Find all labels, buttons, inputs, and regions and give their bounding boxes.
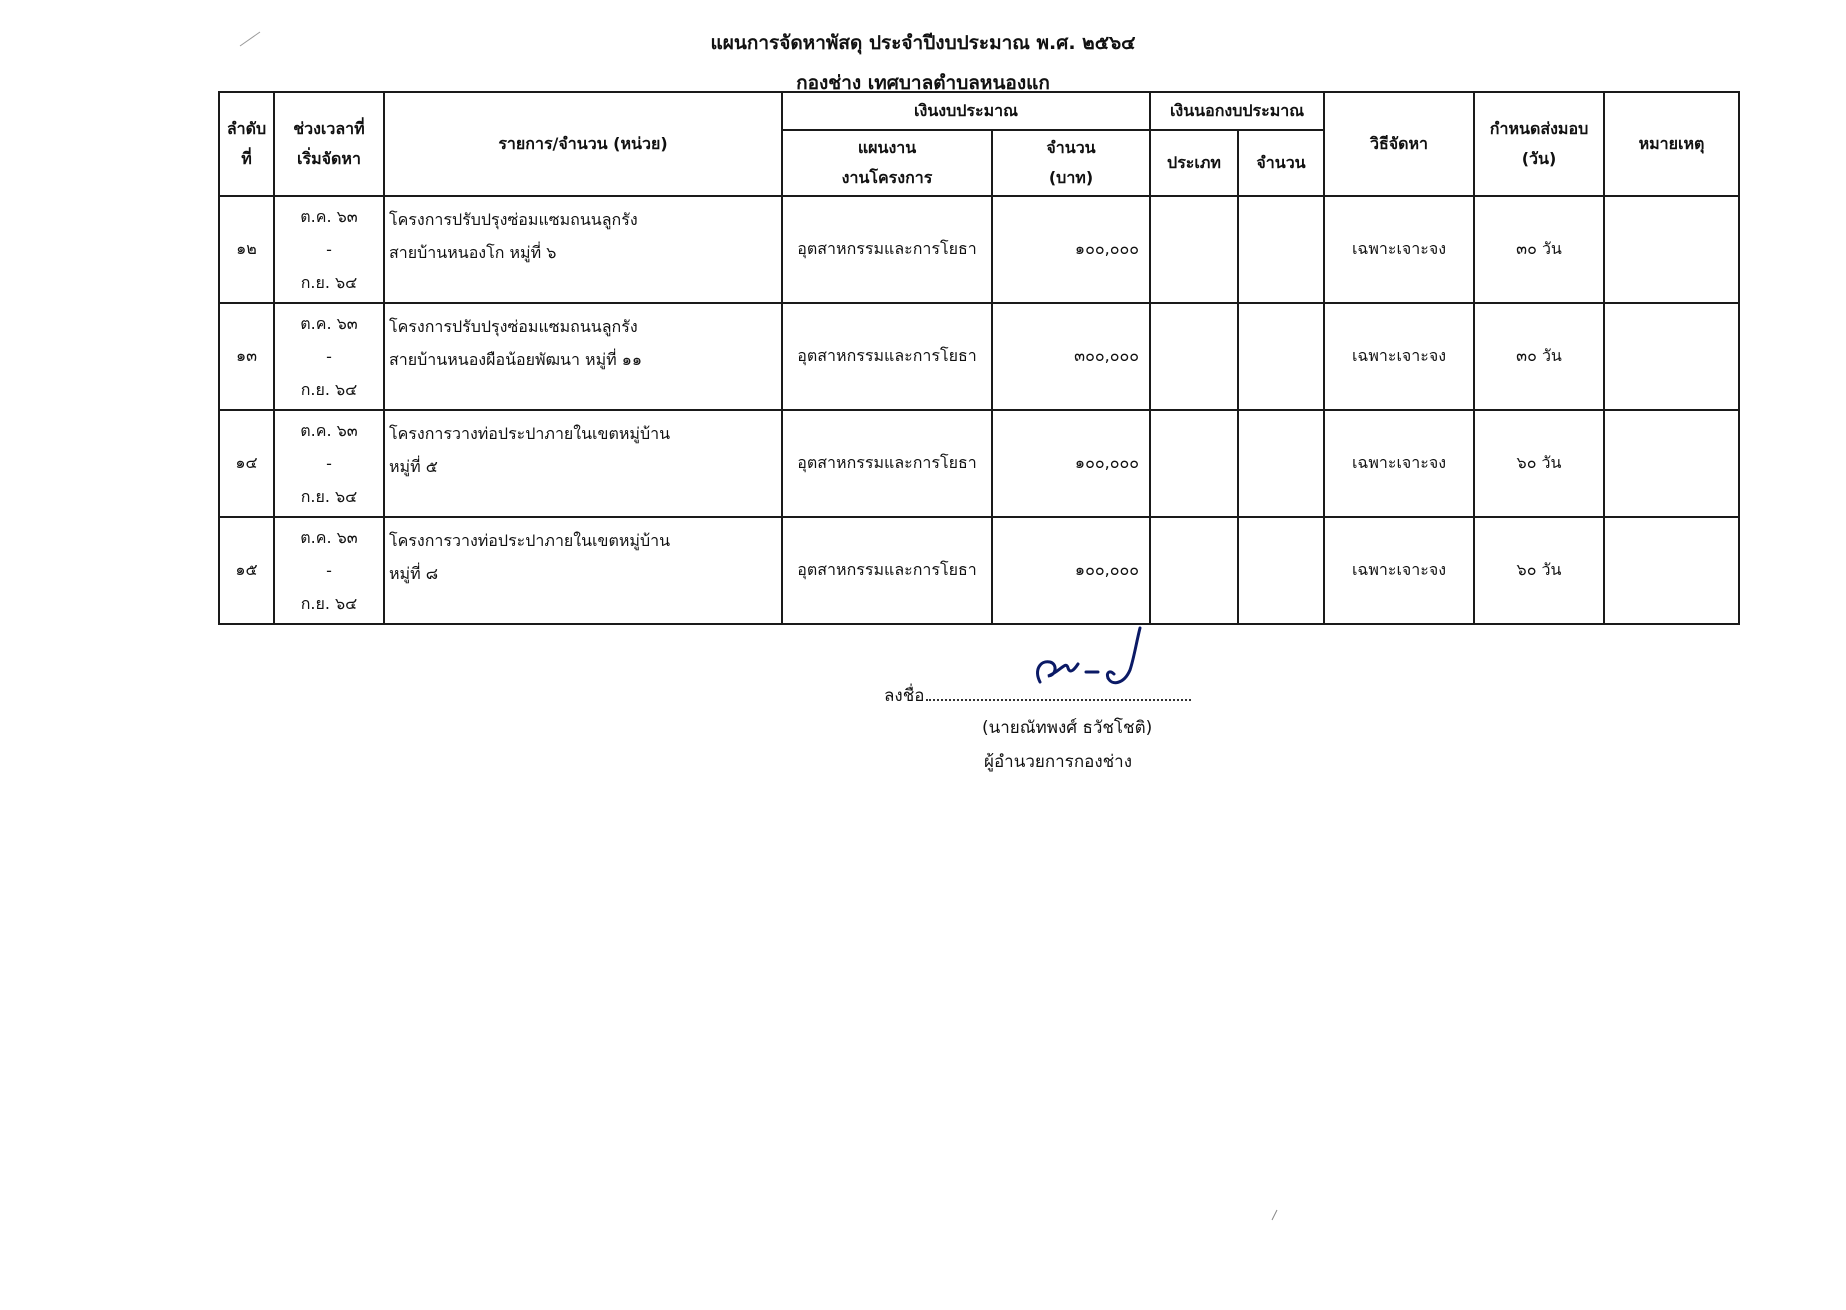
document-subtitle: กองช่าง เทศบาลตำบลหนองแก: [796, 72, 1050, 94]
row-period: ต.ค. ๖๓ - ก.ย. ๖๔: [274, 410, 384, 517]
header-period: ช่วงเวลาที่ เริ่มจัดหา: [274, 92, 384, 196]
row-item: โครงการวางท่อประปาภายในเขตหมู่บ้าน หมู่ที่ ๘: [384, 517, 782, 624]
row-no: ๑๕: [219, 517, 274, 624]
row-period: ต.ค. ๖๓ - ก.ย. ๖๔: [274, 196, 384, 303]
row-amount: ๑๐๐,๐๐๐: [992, 196, 1150, 303]
table-row: [219, 303, 1739, 410]
row-remark: [1604, 196, 1739, 303]
row-delivery: ๖๐ วัน: [1474, 517, 1604, 624]
document-title: แผนการจัดหาพัสดุ ประจำปีงบประมาณ พ.ศ. ๒๕๖๔: [710, 32, 1136, 54]
row-method: เฉพาะเจาะจง: [1324, 517, 1474, 624]
row-offbudget-amount: [1238, 410, 1324, 517]
row-period: ต.ค. ๖๓ - ก.ย. ๖๔: [274, 303, 384, 410]
signature-line: [884, 682, 1191, 709]
header-item: รายการ/จำนวน (หน่วย): [384, 92, 782, 196]
row-no: ๑๓: [219, 303, 274, 410]
row-offbudget-amount: [1238, 517, 1324, 624]
scan-mark-decoration: [238, 28, 262, 48]
row-delivery: ๓๐ วัน: [1474, 303, 1604, 410]
header-remark: หมายเหตุ: [1604, 92, 1739, 196]
row-method: เฉพาะเจาะจง: [1324, 303, 1474, 410]
row-plan: อุตสาหกรรมและการโยธา: [782, 303, 992, 410]
row-method: เฉพาะเจาะจง: [1324, 410, 1474, 517]
header-offbudget-group: เงินนอกงบประมาณ: [1150, 92, 1324, 130]
table-row: [219, 196, 1739, 303]
signer-position: ผู้อำนวยการกองช่าง: [984, 752, 1133, 772]
row-remark: [1604, 517, 1739, 624]
row-plan: อุตสาหกรรมและการโยธา: [782, 517, 992, 624]
row-offbudget-amount: [1238, 196, 1324, 303]
handwritten-signature: [1020, 620, 1160, 690]
header-delivery: กำหนดส่งมอบ (วัน): [1474, 92, 1604, 196]
row-delivery: ๖๐ วัน: [1474, 410, 1604, 517]
row-type: [1150, 517, 1238, 624]
signer-name: (นายณัทพงศ์ ธวัชโชติ): [982, 718, 1153, 738]
scan-mark-decoration: [1270, 1208, 1280, 1222]
row-amount: ๑๐๐,๐๐๐: [992, 517, 1150, 624]
row-remark: [1604, 410, 1739, 517]
procurement-plan-table: [218, 91, 1740, 625]
row-amount: ๓๐๐,๐๐๐: [992, 303, 1150, 410]
row-item: โครงการปรับปรุงซ่อมแซมถนนลูกรัง สายบ้านหนองโก หมู่ที่ ๖: [384, 196, 782, 303]
row-method: เฉพาะเจาะจง: [1324, 196, 1474, 303]
signature-dotted-line: [926, 685, 1191, 701]
row-offbudget-amount: [1238, 303, 1324, 410]
header-method: วิธีจัดหา: [1324, 92, 1474, 196]
header-offbudget-amount: จำนวน: [1238, 130, 1324, 196]
row-no: ๑๔: [219, 410, 274, 517]
row-remark: [1604, 303, 1739, 410]
header-plan: แผนงาน งานโครงการ: [782, 130, 992, 196]
row-no: ๑๒: [219, 196, 274, 303]
row-amount: ๑๐๐,๐๐๐: [992, 410, 1150, 517]
table-row: [219, 410, 1739, 517]
row-type: [1150, 410, 1238, 517]
header-amount: จำนวน (บาท): [992, 130, 1150, 196]
row-type: [1150, 196, 1238, 303]
signature-label: ลงชื่อ: [884, 686, 925, 706]
row-item: โครงการวางท่อประปาภายในเขตหมู่บ้าน หมู่ที่ ๕: [384, 410, 782, 517]
row-plan: อุตสาหกรรมและการโยธา: [782, 410, 992, 517]
row-delivery: ๓๐ วัน: [1474, 196, 1604, 303]
row-item: โครงการปรับปรุงซ่อมแซมถนนลูกรัง สายบ้านหนองผือน้อยพัฒนา หมู่ที่ ๑๑: [384, 303, 782, 410]
header-budget-group: เงินงบประมาณ: [782, 92, 1150, 130]
header-no: ลำดับ ที่: [219, 92, 274, 196]
row-plan: อุตสาหกรรมและการโยธา: [782, 196, 992, 303]
header-type: ประเภท: [1150, 130, 1238, 196]
row-period: ต.ค. ๖๓ - ก.ย. ๖๔: [274, 517, 384, 624]
table-row: [219, 517, 1739, 624]
row-type: [1150, 303, 1238, 410]
